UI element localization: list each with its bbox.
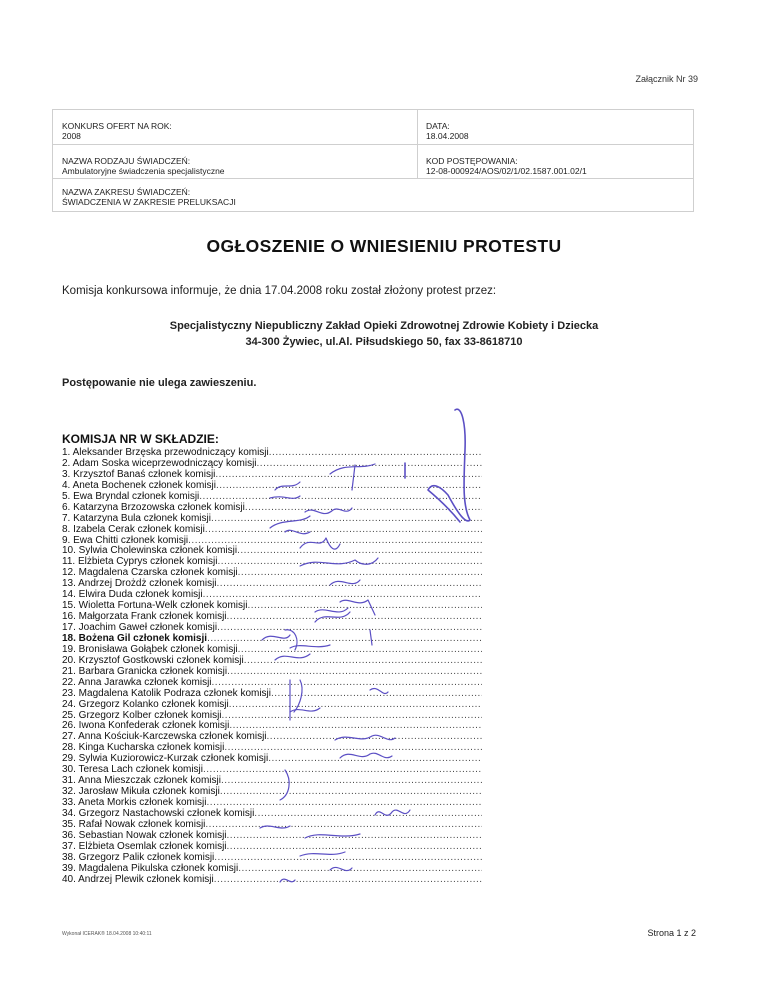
signature-dotted-line — [214, 852, 482, 863]
commission-member-row — [62, 841, 482, 852]
commission-member-list — [62, 447, 482, 885]
commission-member-row — [62, 677, 482, 688]
commission-member-row — [62, 556, 482, 567]
signature-dotted-line — [199, 491, 482, 502]
commission-member-row — [62, 830, 482, 841]
signature-dotted-line — [268, 753, 482, 764]
signature-dotted-line — [203, 764, 482, 775]
commission-member-row — [62, 458, 482, 469]
commission-member-name: 20. Krzysztof Gostkowski członek komisji — [62, 654, 244, 666]
commission-member-name: 21. Barbara Granicka członek komisji — [62, 665, 228, 677]
commission-member-name: 4. Aneta Bochenek członek komisji — [62, 479, 216, 491]
commission-member-name: 8. Izabela Cerak członek komisji — [62, 523, 205, 535]
signature-dotted-line — [205, 524, 482, 535]
suspension-note: Postępowanie nie ulega zawieszeniu. — [62, 377, 257, 389]
commission-member-name: 15. Wioletta Fortuna-Welk członek komisji — [62, 600, 248, 612]
commission-member-row — [62, 491, 482, 502]
commission-member-name: 26. Iwona Konfederak członek komisji — [62, 720, 230, 732]
signature-dotted-line — [222, 710, 482, 721]
signature-dotted-line — [237, 545, 482, 556]
signature-dotted-line — [205, 819, 482, 830]
commission-member-name: 31. Anna Mieszczak członek komisji — [62, 775, 221, 787]
commission-member-row — [62, 852, 482, 863]
commission-member-row — [62, 644, 482, 655]
signature-dotted-line — [254, 808, 482, 819]
signature-dotted-line — [238, 644, 482, 655]
commission-member-name: 33. Aneta Morkis członek komisji — [62, 797, 207, 808]
generated-stamp: Wykonał ICERAK® 18.04.2008 10:40:11 — [62, 931, 152, 937]
signature-dotted-line — [217, 622, 482, 633]
procedure-code-value: 12-08-000924/AOS/02/1/02.1587.001.02/1 — [426, 166, 587, 176]
contest-cell — [62, 121, 172, 141]
commission-member-name: 30. Teresa Lach członek komisji — [62, 764, 203, 776]
commission-member-row — [62, 622, 482, 633]
commission-member-row — [62, 797, 482, 808]
contest-value: 2008 — [62, 131, 81, 141]
signature-dotted-line — [238, 863, 482, 874]
commission-member-row — [62, 731, 482, 742]
commission-member-name: 35. Rafał Nowak członek komisji — [62, 818, 206, 830]
commission-member-name: 7. Katarzyna Bula członek komisji — [62, 512, 211, 524]
commission-member-row — [62, 502, 482, 513]
signature-dotted-line — [221, 775, 482, 786]
commission-member-name: 37. Elżbieta Osemlak członek komisji — [62, 840, 227, 852]
signature-dotted-line — [227, 841, 482, 852]
commission-member-name: 39. Magdalena Pikulska członek komisji — [62, 862, 239, 874]
signature-dotted-line — [227, 611, 482, 622]
intro-text: Komisja konkursowa informuje, że dnia 17.04.2008 roku został złożony protest przez: — [62, 285, 497, 297]
commission-member-row — [62, 480, 482, 491]
commission-member-name: 27. Anna Kościuk-Karczewska członek komisji — [62, 731, 267, 743]
commission-member-name: 24. Grzegorz Kolanko członek komisji — [62, 698, 229, 710]
commission-member-name: 36. Sebastian Nowak członek komisji — [62, 829, 227, 841]
commission-member-row — [62, 764, 482, 775]
commission-member-name: 19. Bronisława Gołąbek członek komisji — [62, 643, 238, 655]
signature-dotted-line — [217, 578, 482, 589]
commission-member-row — [62, 447, 482, 458]
commission-member-name: 23. Magdalena Katolik Podraza członek komisji — [62, 687, 271, 699]
signature-dotted-line — [216, 480, 482, 491]
commission-member-name: 12. Magdalena Czarska członek komisji — [62, 567, 238, 579]
signature-dotted-line — [229, 720, 482, 731]
commission-member-row — [62, 710, 482, 721]
service-scope-label: NAZWA ZAKRESU ŚWIADCZEŃ: — [62, 187, 191, 197]
commission-member-name: 32. Jarosław Mikuła członek komisji — [62, 786, 220, 798]
commission-member-name: 5. Ewa Bryndal członek komisji — [62, 490, 200, 502]
signature-dotted-line — [217, 556, 482, 567]
procedure-code-cell — [426, 156, 587, 176]
service-scope-cell — [62, 187, 236, 207]
commission-member-row — [62, 742, 482, 753]
commission-member-name: 40. Andrzej Plewik członek komisji — [62, 873, 214, 885]
signature-dotted-line — [267, 731, 482, 742]
commission-member-row — [62, 874, 482, 885]
page-number: Strona 1 z 2 — [647, 928, 696, 938]
signature-dotted-line — [238, 567, 482, 578]
service-type-label: NAZWA RODZAJU ŚWIADCZEŃ: — [62, 156, 191, 166]
date-cell — [426, 121, 469, 141]
signature-dotted-line — [227, 666, 482, 677]
header-table — [52, 109, 694, 212]
signature-dotted-line — [188, 535, 482, 546]
signature-dotted-line — [203, 589, 482, 600]
commission-member-name: 6. Katarzyna Brzozowska członek komisji — [62, 501, 245, 513]
commission-member-row — [62, 469, 482, 480]
signature-dotted-line — [229, 699, 482, 710]
commission-member-name: 2. Adam Soska wiceprzewodniczący komisji — [62, 457, 257, 469]
commission-member-row — [62, 655, 482, 666]
commission-member-row — [62, 819, 482, 830]
signature-dotted-line — [227, 830, 482, 841]
commission-member-row — [62, 578, 482, 589]
commission-member-name: 28. Kinga Kucharska członek komisji — [62, 742, 225, 754]
annex-label: Załącznik Nr 39 — [635, 74, 698, 84]
commission-member-row — [62, 753, 482, 764]
commission-member-name: 29. Sylwia Kuziorowicz-Kurzak członek komisji — [62, 753, 269, 765]
service-type-value: Ambulatoryjne świadczenia specjalistyczne — [62, 166, 225, 176]
commission-member-name: 13. Andrzej Drożdż członek komisji — [62, 578, 217, 590]
contest-label: KONKURS OFERT NA ROK: — [62, 121, 172, 131]
organization-name: Specjalistyczny Niepubliczny Zakład Opieki Zdrowotnej Zdrowie Kobiety i Dziecka — [169, 320, 599, 332]
signature-dotted-line — [215, 469, 482, 480]
commission-member-name: 3. Krzysztof Banaś członek komisji — [62, 468, 216, 480]
procedure-code-label: KOD POSTĘPOWANIA: — [426, 156, 518, 166]
commission-member-row — [62, 786, 482, 797]
commission-member-name: 18. Bożena Gil członek komisji — [62, 632, 208, 644]
commission-member-name: 38. Grzegorz Palik członek komisji — [62, 851, 215, 863]
commission-member-row — [62, 513, 482, 524]
commission-member-row — [62, 545, 482, 556]
signature-dotted-line — [214, 874, 482, 885]
commission-member-name: 11. Elżbieta Cyprys członek komisji — [62, 556, 218, 568]
commission-member-row — [62, 524, 482, 535]
commission-member-row — [62, 720, 482, 731]
commission-member-name: 34. Grzegorz Nastachowski członek komisji — [62, 807, 255, 819]
commission-member-name: 22. Anna Jarawka członek komisji — [62, 676, 212, 688]
document-title: OGŁOSZENIE O WNIESIENIU PROTESTU — [206, 236, 562, 256]
commission-member-row — [62, 611, 482, 622]
commission-member-row — [62, 589, 482, 600]
signature-dotted-line — [211, 513, 482, 524]
signature-dotted-line — [207, 797, 482, 808]
commission-member-row — [62, 666, 482, 677]
commission-member-row — [62, 535, 482, 546]
date-label: DATA: — [426, 121, 450, 131]
signature-dotted-line — [247, 600, 482, 611]
signature-dotted-line — [271, 688, 482, 699]
service-scope-value: ŚWIADCZENIA W ZAKRESIE PRELUKSACJI — [62, 197, 236, 207]
signature-dotted-line — [244, 655, 482, 666]
commission-member-row — [62, 567, 482, 578]
commission-member-row — [62, 699, 482, 710]
commission-member-row — [62, 808, 482, 819]
commission-member-name: 9. Ewa Chitti członek komisji — [62, 534, 189, 546]
commission-member-row — [62, 775, 482, 786]
commission-member-row — [62, 863, 482, 874]
signature-dotted-line — [224, 742, 482, 753]
header-row-scope — [53, 178, 693, 212]
service-type-cell — [62, 156, 225, 176]
commission-member-name: 16. Małgorzata Frank członek komisji — [62, 611, 227, 623]
commission-member-row — [62, 688, 482, 699]
commission-member-row — [62, 600, 482, 611]
date-value: 18.04.2008 — [426, 131, 469, 141]
commission-member-name: 25. Grzegorz Kolber członek komisji — [62, 709, 222, 721]
commission-member-name: 10. Sylwia Cholewinska członek komisji — [62, 545, 238, 557]
organization-address: 34-300 Żywiec, ul.Al. Piłsudskiego 50, fax 33-8618710 — [245, 336, 523, 348]
signature-dotted-line — [212, 677, 482, 688]
commission-member-name: 17. Joachim Gaweł członek komisji — [62, 622, 218, 633]
signature-dotted-line — [207, 633, 482, 644]
commission-heading: KOMISJA NR W SKŁADZIE: — [62, 432, 219, 446]
signature-dotted-line — [245, 502, 482, 513]
signature-dotted-line — [257, 458, 482, 469]
signature-dotted-line — [220, 786, 482, 797]
header-row-contest — [53, 110, 693, 145]
signature-dotted-line — [269, 447, 482, 458]
commission-member-name: 1. Aleksander Brzęska przewodniczący komisji — [62, 447, 269, 458]
commission-member-name: 14. Elwira Duda członek komisji — [62, 589, 203, 601]
commission-member-row — [62, 633, 482, 644]
header-row-service — [53, 144, 693, 179]
